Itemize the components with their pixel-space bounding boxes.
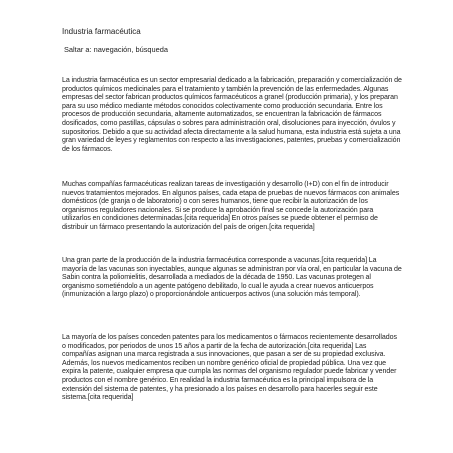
skip-prefix: Saltar a:	[64, 45, 94, 54]
skip-to-search-link[interactable]: búsqueda	[135, 45, 168, 54]
paragraph-vaccines: Una gran parte de la producción de la industria farmacéutica corresponde a vacunas.[cita requerida] La mayoría de las vacunas son inyectables, aunque algunas se administran por vía oral, en particular la vacuna de Sabin contra la poliomielitis, desarrollada a mediados de la década de 1950. Las vacunas protegen al organismo sometiéndolo a un agente patógeno debilitado, lo cual le ayuda a crear nuevos anticuerpos (inmunización a largo plazo) o proporcionándole anticuerpos activos (una solución más temporal).	[62, 257, 402, 299]
paragraph-patents: La mayoría de los países conceden patentes para los medicamentos o fármacos recientemente desarrollados o modificados, por periodos de unos 15 años a partir de la fecha de autorización.[cita requerida] Las compañías asignan una marca registrada a sus innovaciones, que pasan a ser de su propiedad exclusiva. Además, los nuevos medicamentos reciben un nombre genérico oficial de propiedad pública. Una vez que expira la patente, cualquier empresa que cumpla las normas del organismo regulador puede fabricar y vender productos con el nombre genérico. En realidad la industria farmacéutica es la principal impulsora de la extensión del sistema de patentes, y ha presionado a los países en desarrollo para hacerles seguir este sistema.[cita requerida]	[62, 334, 397, 402]
skip-to-navigation-link[interactable]: navegación	[93, 45, 132, 54]
skip-separator: ,	[131, 45, 136, 54]
skip-links	[64, 45, 168, 54]
paragraph-research-development: Muchas compañías farmacéuticas realizan tareas de investigación y desarrollo (I+D) con el fin de introducir nuevos tratamientos mejorados. En algunos países, cada etapa de pruebas de nuevos fármacos con animales domésticos (de granja o de laboratorio) o con seres humanos, tiene que recibir la autorización de los organismos reguladores nacionales. Si se produce la aprobación final se concede la autorización para utilizarlos en condiciones determinadas.[cita requerida] En otros países se puede obtener el permiso de distribuir un fármaco presentando la autorización del país de origen.[cita requerida]	[62, 181, 400, 231]
paragraph-introduction: La industria farmacéutica es un sector empresarial dedicado a la fabricación, preparación y comercialización de productos químicos medicinales para el tratamiento y también la prevención de las enfermedades. Algunas empresas del sector fabrican productos químicos farmacéuticos a granel (producción primaria), y los preparan para su uso médico mediante métodos conocidos colectivamente como producción secundaria. Entre los procesos de producción secundaria, altamente automatizados, se encuentran la fabricación de fármacos dosificados, como pastillas, cápsulas o sobres para administración oral, disoluciones para inyección, óvulos y supositorios. Debido a que su actividad afecta directamente a la salud humana, esta industria está sujeta a una gran variedad de leyes y reglamentos con respecto a las investigaciones, patentes, pruebas y comercialización de los fármacos.	[62, 77, 402, 153]
page-title: Industria farmacéutica	[62, 27, 141, 36]
